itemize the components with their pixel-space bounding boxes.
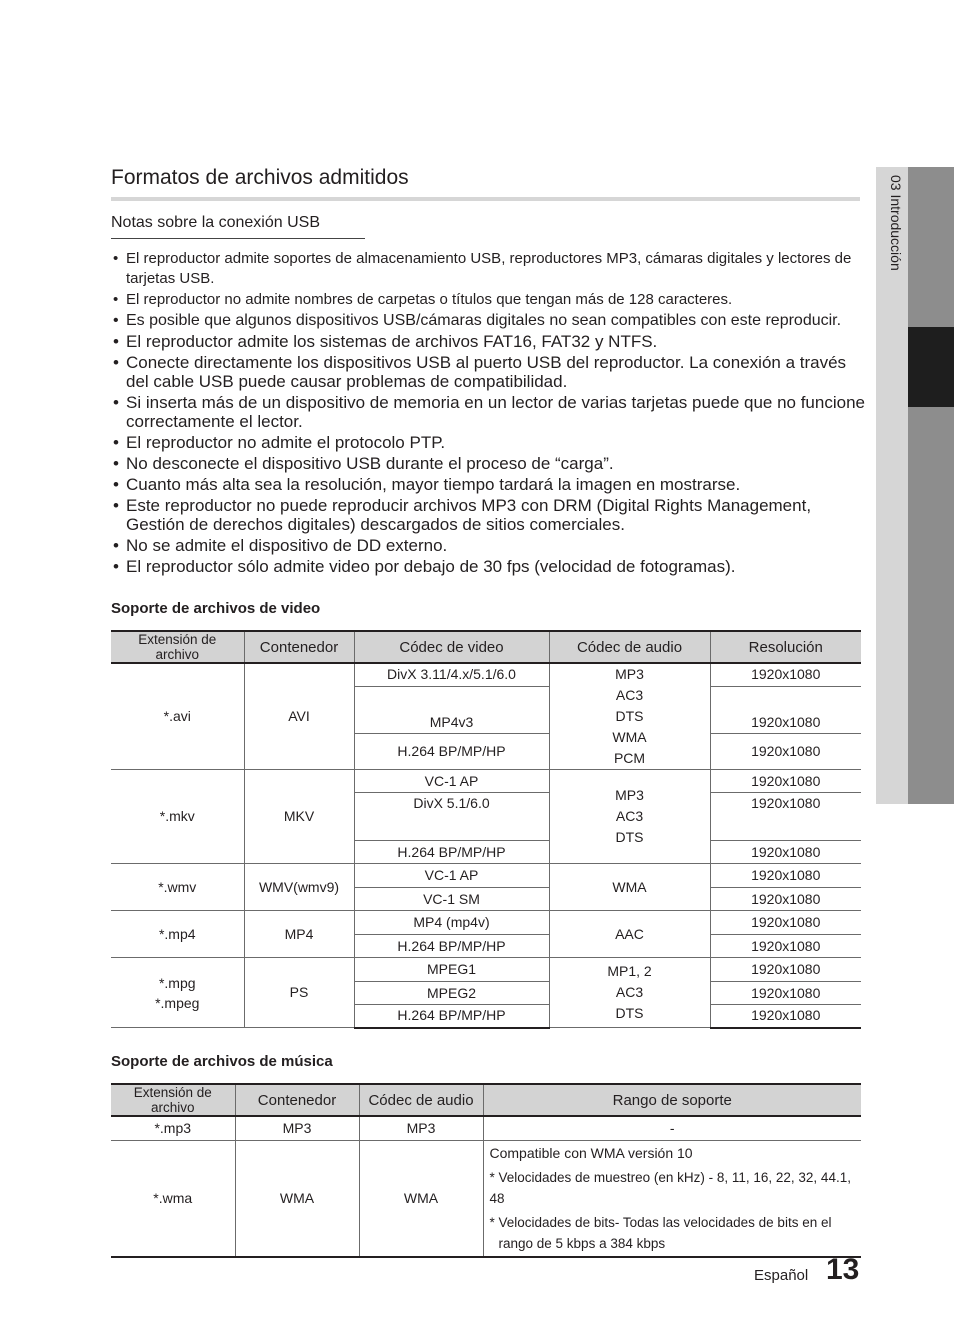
support-range-line: Compatible con WMA versión 10 xyxy=(489,1144,693,1161)
audio-codec: DTS xyxy=(615,708,644,724)
table-cell: *.mp3 xyxy=(111,1116,235,1140)
list-item: • Si inserta más de un dispositivo de memoria en un lector de varias tarjetas puede que no funcione correctamente el lector. xyxy=(111,393,866,431)
table-cell: H.264 BP/MP/HP xyxy=(354,1005,549,1028)
table-cell: 1920x1080 xyxy=(710,958,861,982)
table-cell xyxy=(549,663,710,770)
table-cell: AAC xyxy=(549,911,710,958)
list-item: • Conecte directamente los dispositivos USB al puerto USB del reproductor. La conexión a través del cable USB puede causar problemas de compatibilidad. xyxy=(111,353,866,391)
audio-codec: PCM xyxy=(613,750,646,766)
column-header: Rango de soporte xyxy=(483,1084,861,1116)
table-cell: MPEG1 xyxy=(354,958,549,982)
table-cell: MP4 xyxy=(244,911,354,958)
music-format-table xyxy=(111,1083,861,1258)
table-cell: WMV(wmv9) xyxy=(244,864,354,911)
table-cell: 1920x1080 xyxy=(710,864,861,888)
table-cell: *.wma xyxy=(111,1140,235,1257)
audio-codec: MP3 xyxy=(615,787,644,803)
table-row xyxy=(111,770,861,793)
table-cell: 1920x1080 xyxy=(710,663,861,686)
table-cell: WMA xyxy=(549,864,710,911)
page-title: Formatos de archivos admitidos xyxy=(111,166,409,189)
chapter-tab-strip xyxy=(908,167,954,804)
audio-codec: DTS xyxy=(615,829,644,845)
footer-language: Español xyxy=(754,1267,809,1284)
file-extension: *.mpeg xyxy=(155,994,200,1011)
usb-notes-list xyxy=(111,249,866,578)
table-cell: 1920x1080 xyxy=(710,793,861,841)
column-header: Extensión de archivo xyxy=(111,631,244,663)
table-cell: *.mkv xyxy=(111,770,244,864)
table-header-row xyxy=(111,631,861,663)
column-header: Códec de video xyxy=(354,631,549,663)
table-cell: WMA xyxy=(359,1140,483,1257)
list-item: • El reproductor no admite nombres de carpetas o títulos que tengan más de 128 caracteres. xyxy=(111,290,866,310)
table-cell xyxy=(549,770,710,864)
list-item: • No desconecte el dispositivo USB durante el proceso de “carga”. xyxy=(111,454,866,473)
table-cell xyxy=(111,958,244,1028)
table-cell: *.wmv xyxy=(111,864,244,911)
table-cell xyxy=(549,958,710,1028)
table-cell: - xyxy=(483,1116,861,1140)
table-row xyxy=(111,663,861,686)
table-cell: MKV xyxy=(244,770,354,864)
audio-codec: AC3 xyxy=(615,687,644,703)
column-header: Contenedor xyxy=(244,631,354,663)
video-format-table xyxy=(111,630,861,1029)
column-header: Resolución xyxy=(710,631,861,663)
table-cell: MPEG2 xyxy=(354,982,549,1005)
table-cell: VC-1 AP xyxy=(354,864,549,888)
table-cell: PS xyxy=(244,958,354,1028)
audio-codec: DTS xyxy=(615,1005,644,1021)
table-cell: MP3 xyxy=(359,1116,483,1140)
table-cell: *.mp4 xyxy=(111,911,244,958)
support-range-line: rango de 5 kbps a 384 kbps xyxy=(498,1235,666,1251)
support-range-line: * Velocidades de muestreo (en kHz) - 8, 11, 16, 22, 32, 44.1, 48 xyxy=(489,1169,851,1206)
list-item: • El reproductor admite los sistemas de archivos FAT16, FAT32 y NTFS. xyxy=(111,332,866,351)
table-cell: MP4v3 xyxy=(354,686,549,733)
chapter-tab-label: 03 Introducción xyxy=(888,175,904,271)
table-cell: *.avi xyxy=(111,663,244,770)
support-range-line: * Velocidades de bits- Todas las velocidades de bits en el xyxy=(489,1214,832,1230)
audio-codec: AC3 xyxy=(615,984,644,1000)
table-row xyxy=(111,911,861,935)
table-cell: 1920x1080 xyxy=(710,686,861,733)
table-cell xyxy=(483,1140,861,1257)
list-item: • Es posible que algunos dispositivos USB/cámaras digitales no sean compatibles con este reproducir. xyxy=(111,311,866,330)
title-rule xyxy=(111,197,860,201)
table-cell: DivX 3.11/4.x/5.1/6.0 xyxy=(354,663,549,686)
table-cell: 1920x1080 xyxy=(710,935,861,958)
audio-codec: WMA xyxy=(612,729,647,745)
table-cell: 1920x1080 xyxy=(710,911,861,935)
list-item: • El reproductor no admite el protocolo PTP. xyxy=(111,433,866,452)
table-cell: 1920x1080 xyxy=(710,1005,861,1028)
table-header-row xyxy=(111,1084,861,1116)
table-cell: H.264 BP/MP/HP xyxy=(354,841,549,864)
list-item: • El reproductor sólo admite video por debajo de 30 fps (velocidad de fotogramas). xyxy=(111,557,866,576)
list-item: • Cuanto más alta sea la resolución, mayor tiempo tardará la imagen en mostrarse. xyxy=(111,475,866,494)
list-item: • Este reproductor no puede reproducir archivos MP3 con DRM (Digital Rights Management, Gestión de derechos digitales) descargados de sitios comerciales. xyxy=(111,496,866,534)
music-section-title: Soporte de archivos de música xyxy=(111,1053,333,1070)
audio-codec: MP3 xyxy=(615,666,644,682)
table-cell: 1920x1080 xyxy=(710,982,861,1005)
file-extension: *.mpg xyxy=(158,974,196,991)
column-header: Contenedor xyxy=(235,1084,359,1116)
column-header: Códec de audio xyxy=(549,631,710,663)
table-row xyxy=(111,1116,861,1140)
table-cell: WMA xyxy=(235,1140,359,1257)
table-cell: H.264 BP/MP/HP xyxy=(354,935,549,958)
table-cell: DivX 5.1/6.0 xyxy=(354,793,549,841)
table-cell: VC-1 SM xyxy=(354,888,549,911)
table-cell: 1920x1080 xyxy=(710,888,861,911)
table-cell: MP4 (mp4v) xyxy=(354,911,549,935)
column-header: Extensión de archivo xyxy=(111,1084,235,1116)
table-row xyxy=(111,958,861,982)
video-section-title: Soporte de archivos de video xyxy=(111,600,321,617)
table-cell: MP3 xyxy=(235,1116,359,1140)
table-cell: H.264 BP/MP/HP xyxy=(354,733,549,769)
audio-codec: AC3 xyxy=(615,808,644,824)
table-cell: 1920x1080 xyxy=(710,770,861,793)
table-cell: AVI xyxy=(244,663,354,770)
table-cell: VC-1 AP xyxy=(354,770,549,793)
page-number: 13 xyxy=(826,1253,860,1286)
list-item: • El reproductor admite soportes de almacenamiento USB, reproductores MP3, cámaras digitales y lectores de tarjetas USB. xyxy=(111,249,866,289)
table-cell: 1920x1080 xyxy=(710,733,861,769)
table-row xyxy=(111,864,861,888)
list-item: • No se admite el dispositivo de DD externo. xyxy=(111,536,866,555)
usb-section-title: Notas sobre la conexión USB xyxy=(111,214,365,239)
table-row xyxy=(111,1140,861,1257)
table-cell: 1920x1080 xyxy=(710,841,861,864)
audio-codec: MP1, 2 xyxy=(607,963,652,979)
column-header: Códec de audio xyxy=(359,1084,483,1116)
chapter-tab-marker xyxy=(908,327,954,407)
